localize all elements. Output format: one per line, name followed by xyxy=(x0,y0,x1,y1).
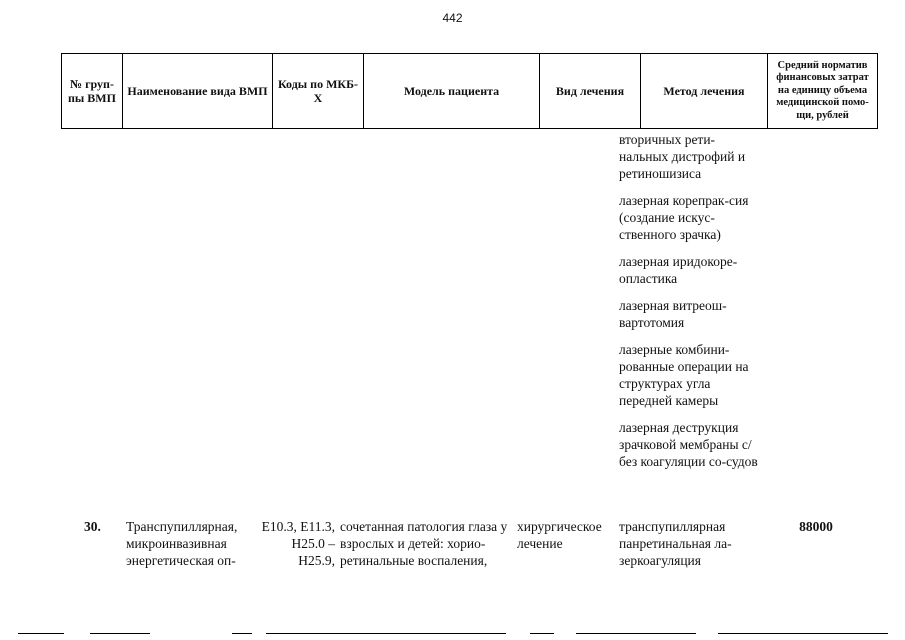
header-group-number: № груп-пы ВМП xyxy=(62,54,123,129)
method-item: лазерная деструкция зрачковой мембраны с/без коагуляции со-судов xyxy=(619,420,758,469)
method-item: лазерная корепрак-сия (создание искус-ственного зрачка) xyxy=(619,193,749,242)
row30-treatment-method: транспупиллярная панретинальная ла-зеркоагуляция xyxy=(619,519,732,568)
header-treatment-method: Метод лечения xyxy=(641,54,768,129)
row30-treatment-type: хирургическое лечение xyxy=(517,519,602,551)
header-icd-codes: Коды по МКБ-Х xyxy=(273,54,364,129)
row30-group-number: 30. xyxy=(84,519,101,534)
bottom-rule-segment xyxy=(576,633,696,634)
header-patient-model: Модель пациента xyxy=(364,54,540,129)
row30-icd-codes: E10.3, E11.3, H25.0 – H25.9, xyxy=(261,519,335,568)
bottom-rule-segment xyxy=(530,633,554,634)
header-vmp-name: Наименование вида ВМП xyxy=(123,54,273,129)
bottom-rule-segment xyxy=(232,633,252,634)
header-average-cost: Средний норматив финансовых затрат на единицу объема медицинской помо-щи, рублей xyxy=(768,54,878,129)
method-item: лазерная иридокоре-опластика xyxy=(619,254,738,286)
method-item: лазерные комбини-рованные операции на структурах угла передней камеры xyxy=(619,342,749,408)
row30-vmp-name: Транспупиллярная, микроинвазивная энергетическая оп- xyxy=(126,519,238,568)
method-item: вторичных рети-нальных дистрофий и ретиношизиса xyxy=(619,132,746,181)
page-number: 442 xyxy=(442,11,463,25)
bottom-rule-segment xyxy=(718,633,888,634)
bottom-rule-segment xyxy=(18,633,64,634)
bottom-rule-segment xyxy=(266,633,506,634)
row30-patient-model: сочетанная патология глаза у взрослых и детей: хорио-ретинальные воспаления, xyxy=(340,519,508,568)
table-header xyxy=(61,53,878,129)
row30-average-cost: 88000 xyxy=(799,519,833,534)
header-treatment-type: Вид лечения xyxy=(540,54,641,129)
bottom-rule-segment xyxy=(90,633,150,634)
method-item: лазерная витреош-вартотомия xyxy=(619,298,727,330)
